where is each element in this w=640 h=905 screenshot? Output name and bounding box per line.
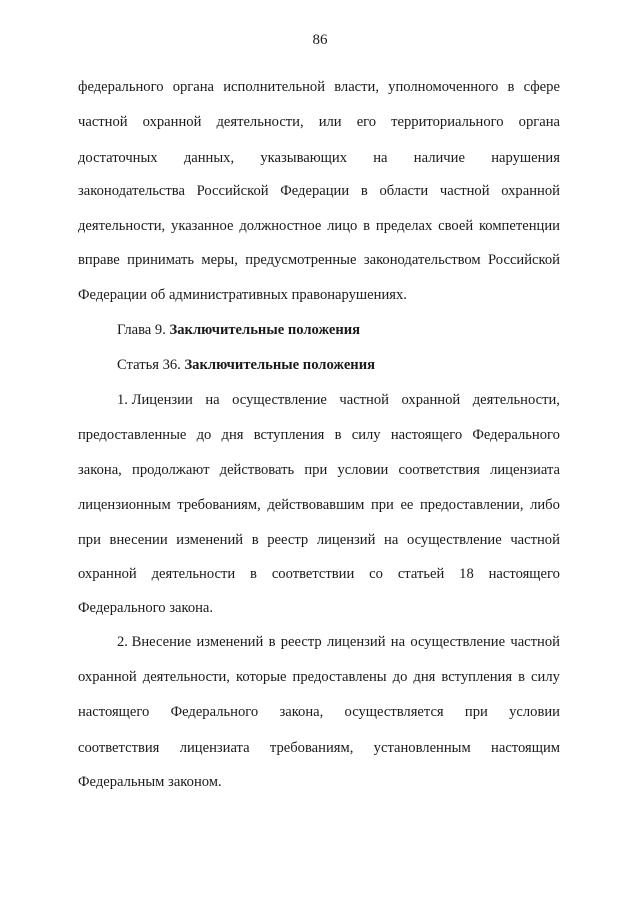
word: лицензиата [179, 740, 250, 756]
word: в [518, 669, 525, 685]
word: законодательством [363, 252, 481, 268]
word: реестр [267, 532, 309, 548]
word: осуществление [232, 392, 327, 408]
word: уполномоченного [388, 79, 499, 95]
word: пределах [375, 218, 433, 234]
word: в [360, 183, 368, 199]
word: сфере [523, 79, 560, 95]
word: исполнительной [223, 79, 326, 95]
word: предоставлении, [419, 497, 524, 513]
word: до [392, 669, 408, 685]
text-line [78, 667, 560, 687]
text-line [117, 390, 560, 410]
word: области [379, 183, 429, 199]
word: условии [509, 704, 560, 720]
word: 2. Внесение [117, 634, 192, 650]
word: Федерального [472, 427, 560, 443]
text-line [78, 530, 560, 550]
text-line [78, 460, 560, 480]
word: в [363, 218, 371, 234]
word: настоящего [488, 566, 560, 582]
word: деятельности, [216, 114, 304, 130]
word: Федерального [170, 704, 259, 720]
word: частной [510, 634, 560, 650]
word: данных, [183, 150, 235, 166]
word: 1. Лицензии [117, 392, 193, 408]
word: требованиям, [177, 497, 261, 513]
word: лицензий [316, 532, 376, 548]
word: Российской [196, 183, 269, 199]
word: закона, [78, 462, 122, 478]
word: действовать [219, 462, 295, 478]
text-line [78, 181, 560, 201]
word: соответствии [271, 566, 355, 582]
word: при [370, 497, 394, 513]
word: Федерации [280, 183, 350, 199]
word: территориального [391, 114, 504, 130]
word: деятельности, [78, 218, 166, 234]
word: либо [530, 497, 560, 513]
word: охранной [78, 566, 137, 582]
chapter-title: Заключительные положения [169, 322, 361, 338]
word: частной [439, 183, 490, 199]
word: охранной [401, 392, 461, 408]
word: частной [339, 392, 389, 408]
word: на [384, 532, 399, 548]
word: указанное [171, 218, 234, 234]
word: лицензий [326, 634, 386, 650]
word: дня [413, 669, 436, 685]
word: лицензионным [78, 497, 171, 513]
word: вступления [441, 669, 513, 685]
word: статьей [397, 566, 445, 582]
word: при [78, 532, 101, 548]
text-line [78, 495, 560, 515]
word: настоящим [491, 740, 560, 756]
word: своей [438, 218, 474, 234]
chapter-prefix: Глава 9. [117, 322, 170, 338]
text-line [78, 425, 560, 445]
text-line: Федерации об административных правонарушениях. [78, 287, 407, 303]
word: наличие [413, 150, 465, 166]
word: лицензиата [490, 462, 560, 478]
word: которые [236, 669, 287, 685]
word: нарушения [491, 150, 560, 166]
article-heading [117, 355, 560, 375]
text-line [78, 148, 560, 168]
word: указывающих [260, 150, 347, 166]
word: изменений [176, 532, 244, 548]
word: законодательства [78, 183, 185, 199]
word: в [268, 634, 276, 650]
word: установленным [373, 740, 471, 756]
word: осуществление [406, 532, 502, 548]
word: осуществляется [344, 704, 444, 720]
word: лицо [327, 218, 358, 234]
word: реестр [280, 634, 322, 650]
word: органа [518, 114, 560, 130]
word: до [196, 427, 212, 443]
word: настоящего [390, 427, 463, 443]
word: требованиям, [269, 740, 354, 756]
word: соответствия [398, 462, 480, 478]
article-title: Заключительные положения [184, 357, 376, 373]
chapter-heading [117, 320, 560, 340]
word: органа [172, 79, 215, 95]
word: действовавшим [267, 497, 365, 513]
text-line [78, 112, 560, 132]
word: вступления [253, 427, 325, 443]
word: или [318, 114, 342, 130]
text-line: Федерального закона. [78, 600, 214, 616]
word: частной [78, 114, 128, 130]
article-prefix: Статья 36. [117, 357, 185, 373]
text-line [78, 738, 560, 758]
word: его [356, 114, 377, 130]
word: охранной [501, 183, 560, 199]
word: меры, [201, 252, 238, 268]
word: предоставленные [78, 427, 187, 443]
word: ее [400, 497, 414, 513]
word: вправе [78, 252, 120, 268]
word: в [251, 532, 259, 548]
word: деятельности, [472, 392, 560, 408]
text-line [78, 250, 560, 270]
word: частной [510, 532, 560, 548]
word: на [205, 392, 220, 408]
word: в [250, 566, 257, 582]
word: 18 [459, 566, 474, 582]
word: охранной [78, 669, 137, 685]
word: изменений [196, 634, 264, 650]
text-line: Федеральным законом. [78, 774, 222, 790]
word: Российской [488, 252, 560, 268]
text-line [117, 632, 560, 652]
word: настоящего [78, 704, 150, 720]
word: предусмотренные [245, 252, 357, 268]
word: продолжают [132, 462, 210, 478]
word: предоставлены [292, 669, 387, 685]
word: охранной [142, 114, 202, 130]
word: при [304, 462, 328, 478]
word: в [507, 79, 515, 95]
word: дня [221, 427, 244, 443]
text-line [78, 77, 560, 97]
word: компетенции [478, 218, 560, 234]
word: деятельности [151, 566, 236, 582]
text-line [78, 702, 560, 722]
word: власти, [334, 79, 379, 95]
word: силу [351, 427, 381, 443]
word: осуществление [410, 634, 506, 650]
word: закона, [279, 704, 324, 720]
word: деятельности, [142, 669, 230, 685]
text-line [78, 216, 560, 236]
word: на [390, 634, 406, 650]
page-number: 86 [312, 32, 328, 48]
word: соответствия [78, 740, 160, 756]
word: при [464, 704, 488, 720]
word: условии [337, 462, 389, 478]
word: силу [531, 669, 560, 685]
word: на [373, 150, 388, 166]
word: принимать [127, 252, 194, 268]
word: в [334, 427, 342, 443]
word: со [369, 566, 383, 582]
word: должностное [239, 218, 322, 234]
word: федерального [78, 79, 164, 95]
word: внесении [109, 532, 168, 548]
word: достаточных [78, 150, 158, 166]
text-line [78, 564, 560, 584]
